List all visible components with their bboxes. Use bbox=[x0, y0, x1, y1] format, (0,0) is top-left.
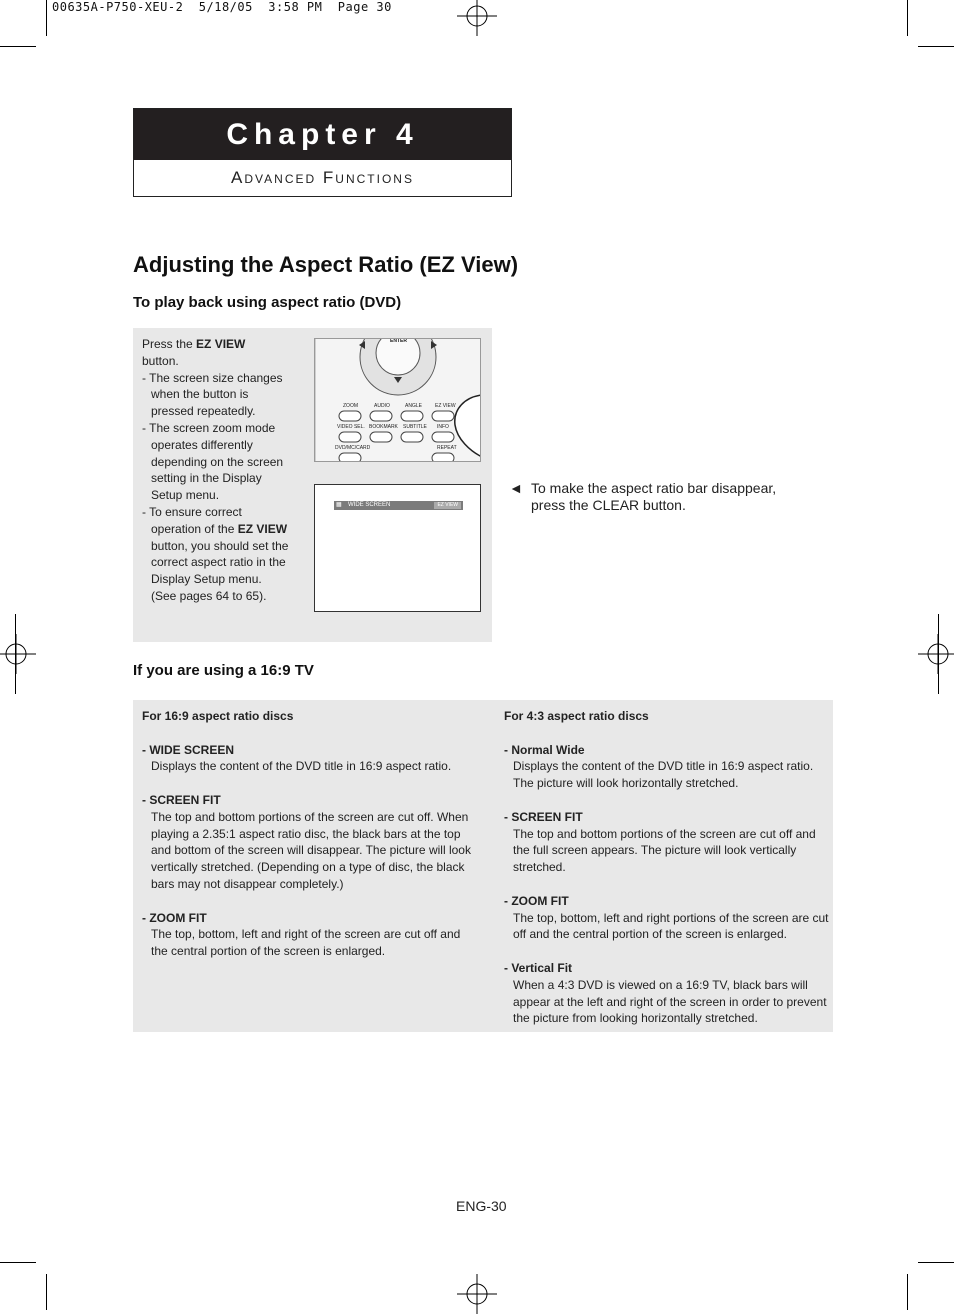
column-heading: For 16:9 aspect ratio discs bbox=[142, 709, 294, 723]
item-title: - Vertical Fit bbox=[504, 960, 573, 975]
remote-label-audio: AUDIO bbox=[374, 403, 390, 409]
item-description: When a 4:3 DVD is viewed on a 16:9 TV, black bars will appear at the left and right of the screen in order to prevent the picture from looking horizontally stretched. bbox=[513, 977, 827, 1026]
list-item bbox=[504, 893, 830, 943]
remote-label-dvd-mc: DVD/MC/CARD bbox=[335, 445, 371, 451]
list-item bbox=[142, 742, 477, 776]
instruction-panel bbox=[133, 328, 492, 642]
crop-mark bbox=[918, 46, 954, 47]
press-prefix: Press the bbox=[142, 337, 197, 351]
osd-tag: EZ VIEW bbox=[434, 502, 461, 509]
press-suffix: button. bbox=[142, 353, 179, 368]
print-header: 00635A-P750-XEU-2 5/18/05 3:58 PM Page 30 bbox=[52, 0, 392, 14]
item-description: The top and bottom portions of the screen are cut off. When playing a 2.35:1 aspect ratio disc, the black bars at the top and bottom of the screen will disappear. The picture will look vertically stretched. (Depending on a type of disc, the black bars may not disappear completely.) bbox=[151, 809, 471, 891]
column-heading: For 4:3 aspect ratio discs bbox=[504, 709, 649, 723]
column-169-discs bbox=[142, 708, 477, 977]
crop-mark bbox=[0, 1262, 36, 1263]
remote-label-info: INFO bbox=[437, 424, 449, 430]
remote-label-zoom: ZOOM bbox=[343, 403, 358, 409]
item-title: - Normal Wide bbox=[504, 742, 585, 757]
remote-label-video-sel: VIDEO SEL. bbox=[337, 424, 365, 430]
crop-mark bbox=[907, 1274, 908, 1310]
press-button-name: EZ VIEW bbox=[196, 337, 246, 351]
registration-mark bbox=[918, 634, 954, 674]
item-description: Displays the content of the DVD title in 16:9 aspect ratio. bbox=[151, 759, 452, 774]
crop-mark bbox=[907, 0, 908, 36]
crop-mark bbox=[46, 0, 47, 36]
page-number: ENG-30 bbox=[456, 1198, 507, 1214]
bullet3-button-name: EZ VIEW bbox=[237, 521, 288, 536]
crop-mark bbox=[918, 1262, 954, 1263]
remote-label-angle: ANGLE bbox=[405, 403, 422, 409]
chapter-subtitle: Advanced Functions bbox=[231, 168, 414, 187]
remote-label-subtitle: SUBTITLE bbox=[403, 424, 427, 430]
see-pages: (See pages 64 to 65). bbox=[151, 588, 267, 603]
registration-mark bbox=[457, 0, 497, 36]
list-item bbox=[504, 809, 830, 876]
bullet-screen-size: - The screen size changes when the button is pressed repeatedly. bbox=[142, 370, 283, 419]
osd-bar bbox=[334, 501, 463, 510]
instruction-text bbox=[142, 336, 292, 605]
chapter-header bbox=[133, 108, 512, 197]
section-title-dvd: To play back using aspect ratio (DVD) bbox=[133, 294, 402, 311]
list-item bbox=[142, 910, 477, 960]
list-item bbox=[142, 792, 477, 893]
item-title: - WIDE SCREEN bbox=[142, 742, 235, 757]
tv-screen-illustration bbox=[314, 484, 481, 612]
remote-label-repeat: REPEAT bbox=[437, 445, 457, 451]
aspect-ratio-table bbox=[133, 700, 833, 1032]
remote-control-illustration bbox=[314, 338, 481, 462]
item-description: The top and bottom portions of the screen are cut off and the full screen appears. The picture will look vertically stretched. bbox=[513, 826, 816, 875]
crop-mark bbox=[46, 1274, 47, 1310]
remote-label-enter: ENTER bbox=[390, 338, 407, 344]
item-title: - ZOOM FIT bbox=[504, 893, 569, 908]
clear-note-text: To make the aspect ratio bar disappear, press the CLEAR button. bbox=[531, 480, 777, 513]
registration-mark bbox=[457, 1274, 497, 1314]
bullet-zoom-mode: - The screen zoom mode operates differently depending on the screen setting in the Display Setup menu. bbox=[142, 420, 284, 503]
item-title: - ZOOM FIT bbox=[142, 910, 207, 925]
registration-mark bbox=[0, 634, 36, 674]
remote-label-ez-view: EZ VIEW bbox=[435, 403, 456, 409]
item-description: Displays the content of the DVD title in 16:9 aspect ratio. The picture will look horizontally stretched. bbox=[513, 759, 814, 791]
press-instruction bbox=[142, 336, 292, 370]
section-title-169: If you are using a 16:9 TV bbox=[133, 662, 314, 679]
remote-label-bookmark: BOOKMARK bbox=[369, 424, 398, 430]
osd-label: WIDE SCREEN bbox=[348, 502, 391, 508]
list-item bbox=[504, 742, 830, 792]
item-description: The top, bottom, left and right of the screen are cut off and the central portion of the screen is enlarged. bbox=[151, 927, 461, 959]
osd-icon: ▦ bbox=[336, 502, 342, 508]
column-43-discs bbox=[504, 708, 830, 1044]
bullet3-suffix: button, you should set the correct aspect ratio in the Display Setup menu. bbox=[151, 538, 289, 587]
bullet-ensure-operation bbox=[142, 504, 292, 588]
page-title: Adjusting the Aspect Ratio (EZ View) bbox=[133, 252, 519, 277]
item-title: - SCREEN FIT bbox=[504, 809, 583, 824]
arrow-left-icon: ◄ bbox=[509, 480, 523, 496]
bullet3-prefix: - To ensure correct operation of the bbox=[142, 504, 242, 536]
list-item bbox=[504, 960, 830, 1027]
chapter-title: Chapter 4 bbox=[134, 109, 511, 160]
remote-drawing bbox=[315, 339, 481, 462]
item-title: - SCREEN FIT bbox=[142, 792, 221, 807]
crop-mark bbox=[0, 46, 36, 47]
item-description: The top, bottom, left and right portions of the screen are cut off and the central portion of the screen is enlarged. bbox=[513, 910, 829, 942]
clear-note bbox=[509, 480, 789, 514]
